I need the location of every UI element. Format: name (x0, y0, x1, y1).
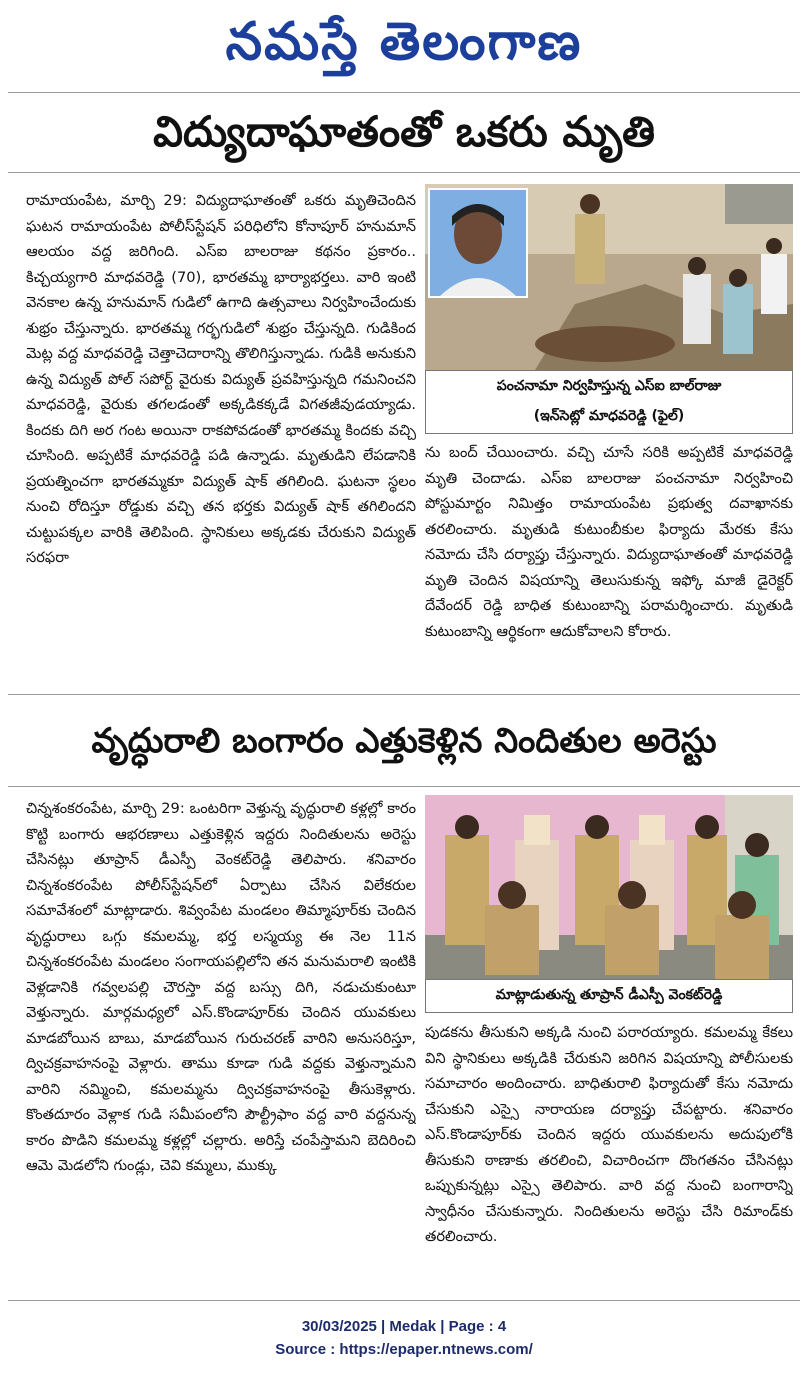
press-meet-illustration (425, 795, 793, 979)
caption-line-1: పంచనామా నిర్వహిస్తున్న ఎస్ఐ బాల్‌రాజు (496, 378, 722, 394)
article1-photo-caption (425, 370, 793, 434)
article2-column2 (425, 1020, 793, 1296)
portrait-illustration (430, 190, 526, 296)
article1-column1 (26, 188, 416, 688)
footer-source-link[interactable]: Source : https://epaper.ntnews.com/ (275, 1341, 533, 1358)
article1-column2 (425, 440, 793, 690)
headline-divider-2 (8, 786, 800, 787)
footer-date-edition: 30/03/2025 | Medak | Page : 4 (301, 1318, 507, 1335)
article2-photo (425, 795, 793, 979)
caption-line-2: (ఇన్‌సెట్లో మాధవరెడ్డి (ఫైల్) (533, 408, 685, 424)
article2-body-text: చిన్నశంకరంపేట, మార్చి 29: ఒంటరిగా వెళ్తున్న వృద్ధురాలి కళ్లల్లో కారం కొట్టి బంగారు ఆభరణాలు ఎత్తుకెళ్లిన ఇద్దరు నిందితులను అరెస్టు చేసినట్లు తూప్రాన్ డీఎస్పీ వెంకట్‌రెడ్డి తెలిపారు. శనివారం చిన్నశంకరంపేట పోలీస్‌స్టేషన్‌లో ఏర్పాటు చేసిన విలేకరుల సమావేశంలో మాట్లాడారు. శివ్వంపేట మండలం తిమ్మాపూర్‌కు చెందిన వృద్ధురాలు ఒగ్గు కమలమ్మ, భర్త లస్మయ్య ఈ నెల 11న చిన్నశంకరంపేట మండలం సంగాయపల్లిలోని తన మనుమరాలి ఇంటికి వెళ్లడానికి గవ్వలపల్లి చౌరస్తా వద్ద బస్సు దిగి, నడుచుకుంటూ వెళ్తున్నారు. మార్గమధ్యలో ఎస్.కొండాపూర్‌కు చెందిన యువకులు మాడబోయిన బాబు, మాడబోయిన గురుచరణ్ వారిని అనుసరిస్తూ, ద్విచక్రవాహనంపై వెళ్లారు. తాము కూడా గుడి వద్దకు వెళ్తున్నామని వారిని నమ్మించి, కమలమ్మను ద్విచక్రవాహనంపై తీసుకెళ్లారు. కొంతదూరం వెళ్లాక గుడి సమీపంలోని పౌల్ట్రీఫాం వద్ద వారి వద్దనున్న కారం పొడిని కమలమ్మ కళ్లల్లో చల్లారు. అరిస్తే చంపేస్తామని బెదిరించి ఆమె మెడలోని గుండ్లు, చెవి కమ్మలు, ముక్కు (26, 800, 416, 1174)
masthead-logo: నమస్తే తెలంగాణ (225, 12, 583, 72)
inset-portrait (428, 188, 528, 298)
article2-body-text-continued: పుడకను తీసుకుని అక్కడి నుంచి పరారయ్యారు. కమలమ్మ కేకలు విని స్థానికులు అక్కడికి చేరుకుని జరిగిన విషయాన్ని పోలీసులకు సమాచారం అందించారు. బాధితురాలి ఫిర్యాదుతో కేసు నమోదు చేసుకుని ఎస్సై నారాయణ దర్యాప్తు చేపట్టారు. శనివారం ఎస్.కొండాపూర్‌కు చెందిన ఇద్దరు యువకులను అదుపులోకి తీసుకుని ఠాణాకు తరలించి, విచారించగా దొంగతనం చేసినట్లు ఒప్పుకున్నట్లు ఎస్సై తెలిపారు. వారి వద్ద నుంచి బంగారాన్ని స్వాధీనం చేసుకున్నారు. నిందితులను అరెస్టు చేసి రిమాండ్‌కు తరలించారు. (425, 1024, 793, 1245)
article1-headline: విద్యుదాఘాతంతో ఒకరు మృతి (153, 107, 655, 156)
footer-divider (8, 1300, 800, 1301)
article2-photo-caption: మాట్లాడుతున్న తూప్రాన్ డీఎస్పీ వెంకట్‌రెడ్డి (425, 979, 793, 1013)
article1-body-text: రామాయంపేట, మార్చి 29: విద్యుదాఘాతంతో ఒకరు మృతిచెందిన ఘటన రామాయంపేట పోలీస్‌స్టేషన్ పరిధిలోని కోనాపూర్ హనుమాన్ ఆలయం వద్ద జరిగింది. ఎస్ఐ బాలరాజు కథనం ప్రకారం.. కిచ్చయ్యగారి మాధవరెడ్డి (70), భారతమ్మ భార్యాభర్తలు. వారి ఇంటి వెనకాల ఉన్న హనుమాన్ గుడిలో ఉగాది ఉత్సవాలు నిర్వహించేందుకు శుభ్రం చేస్తున్నారు. భారతమ్మ గర్భగుడిలో శుభ్రం చేస్తున్నది. గుడికింద మెట్ల వద్ద మాధవరెడ్డి చెత్తాచెదారాన్ని తొలిగిస్తున్నాడు. గుడికి అనుకుని ఉన్న విద్యుత్ పోల్ సపోర్ట్ వైరుకు విద్యుత్ ప్రవహిస్తున్నది గమనించని మాధవరెడ్డి, వైరుకు తగలడంతో అక్కడికక్కడే విగతజీవుడయ్యాడు. కిందకు దిగి అర గంట అయినా రాకపోవడంతో భారతమ్మ కిందకు వచ్చి చూసింది. అప్పటికే మాధవరెడ్డి పడి ఉన్నాడు. మృతుడిని లేపడానికి ప్రయత్నించగా భారతమ్మకూ విద్యుత్ షాక్ తగిలింది. ఘటనా స్థలం నుంచి రోదిస్తూ రోడ్డుకు వచ్చి తన భర్తకు విద్యుత్ షాక్ తగిలిందని చుట్టుపక్కల వారికి తెలిపింది. స్థానికులు అక్కడకు చేరుకుని విద్యుత్ సరఫరా (26, 192, 416, 566)
article1-body-text-continued: ను బంద్ చేయించారు. వచ్చి చూసే సరికి అప్పటికే మాధవరెడ్డి మృతి చెందాడు. ఎస్ఐ బాలరాజు పంచనామా నిర్వహించి పోస్టుమార్టం నిమిత్తం రామాయంపేట ప్రభుత్వ దవాఖానకు తరలించారు. మృతుడి కుటుంబీకుల ఫిర్యాదు మేరకు కేసు నమోదు చేసి దర్యాప్తు చేస్తున్నారు. విద్యుదాఘాతంతో మాధవరెడ్డి మృతి చెందిన విషయాన్ని తెలుసుకున్న ఇఫ్కో మాజీ డైరెక్టర్ దేవేందర్ రెడ్డి బాధిత కుటుంబాన్ని పరామర్శించారు. మృతుడి కుటుంబాన్ని ఆర్థికంగా ఆదుకోవాలని కోరారు. (425, 444, 793, 640)
article2-headline: వృద్ధురాలి బంగారం ఎత్తుకెళ్లిన నిందితుల అరెస్టు (91, 721, 717, 761)
article2-column1 (26, 796, 416, 1296)
masthead-divider (8, 92, 800, 93)
article-divider (8, 694, 800, 695)
headline-divider (8, 172, 800, 173)
